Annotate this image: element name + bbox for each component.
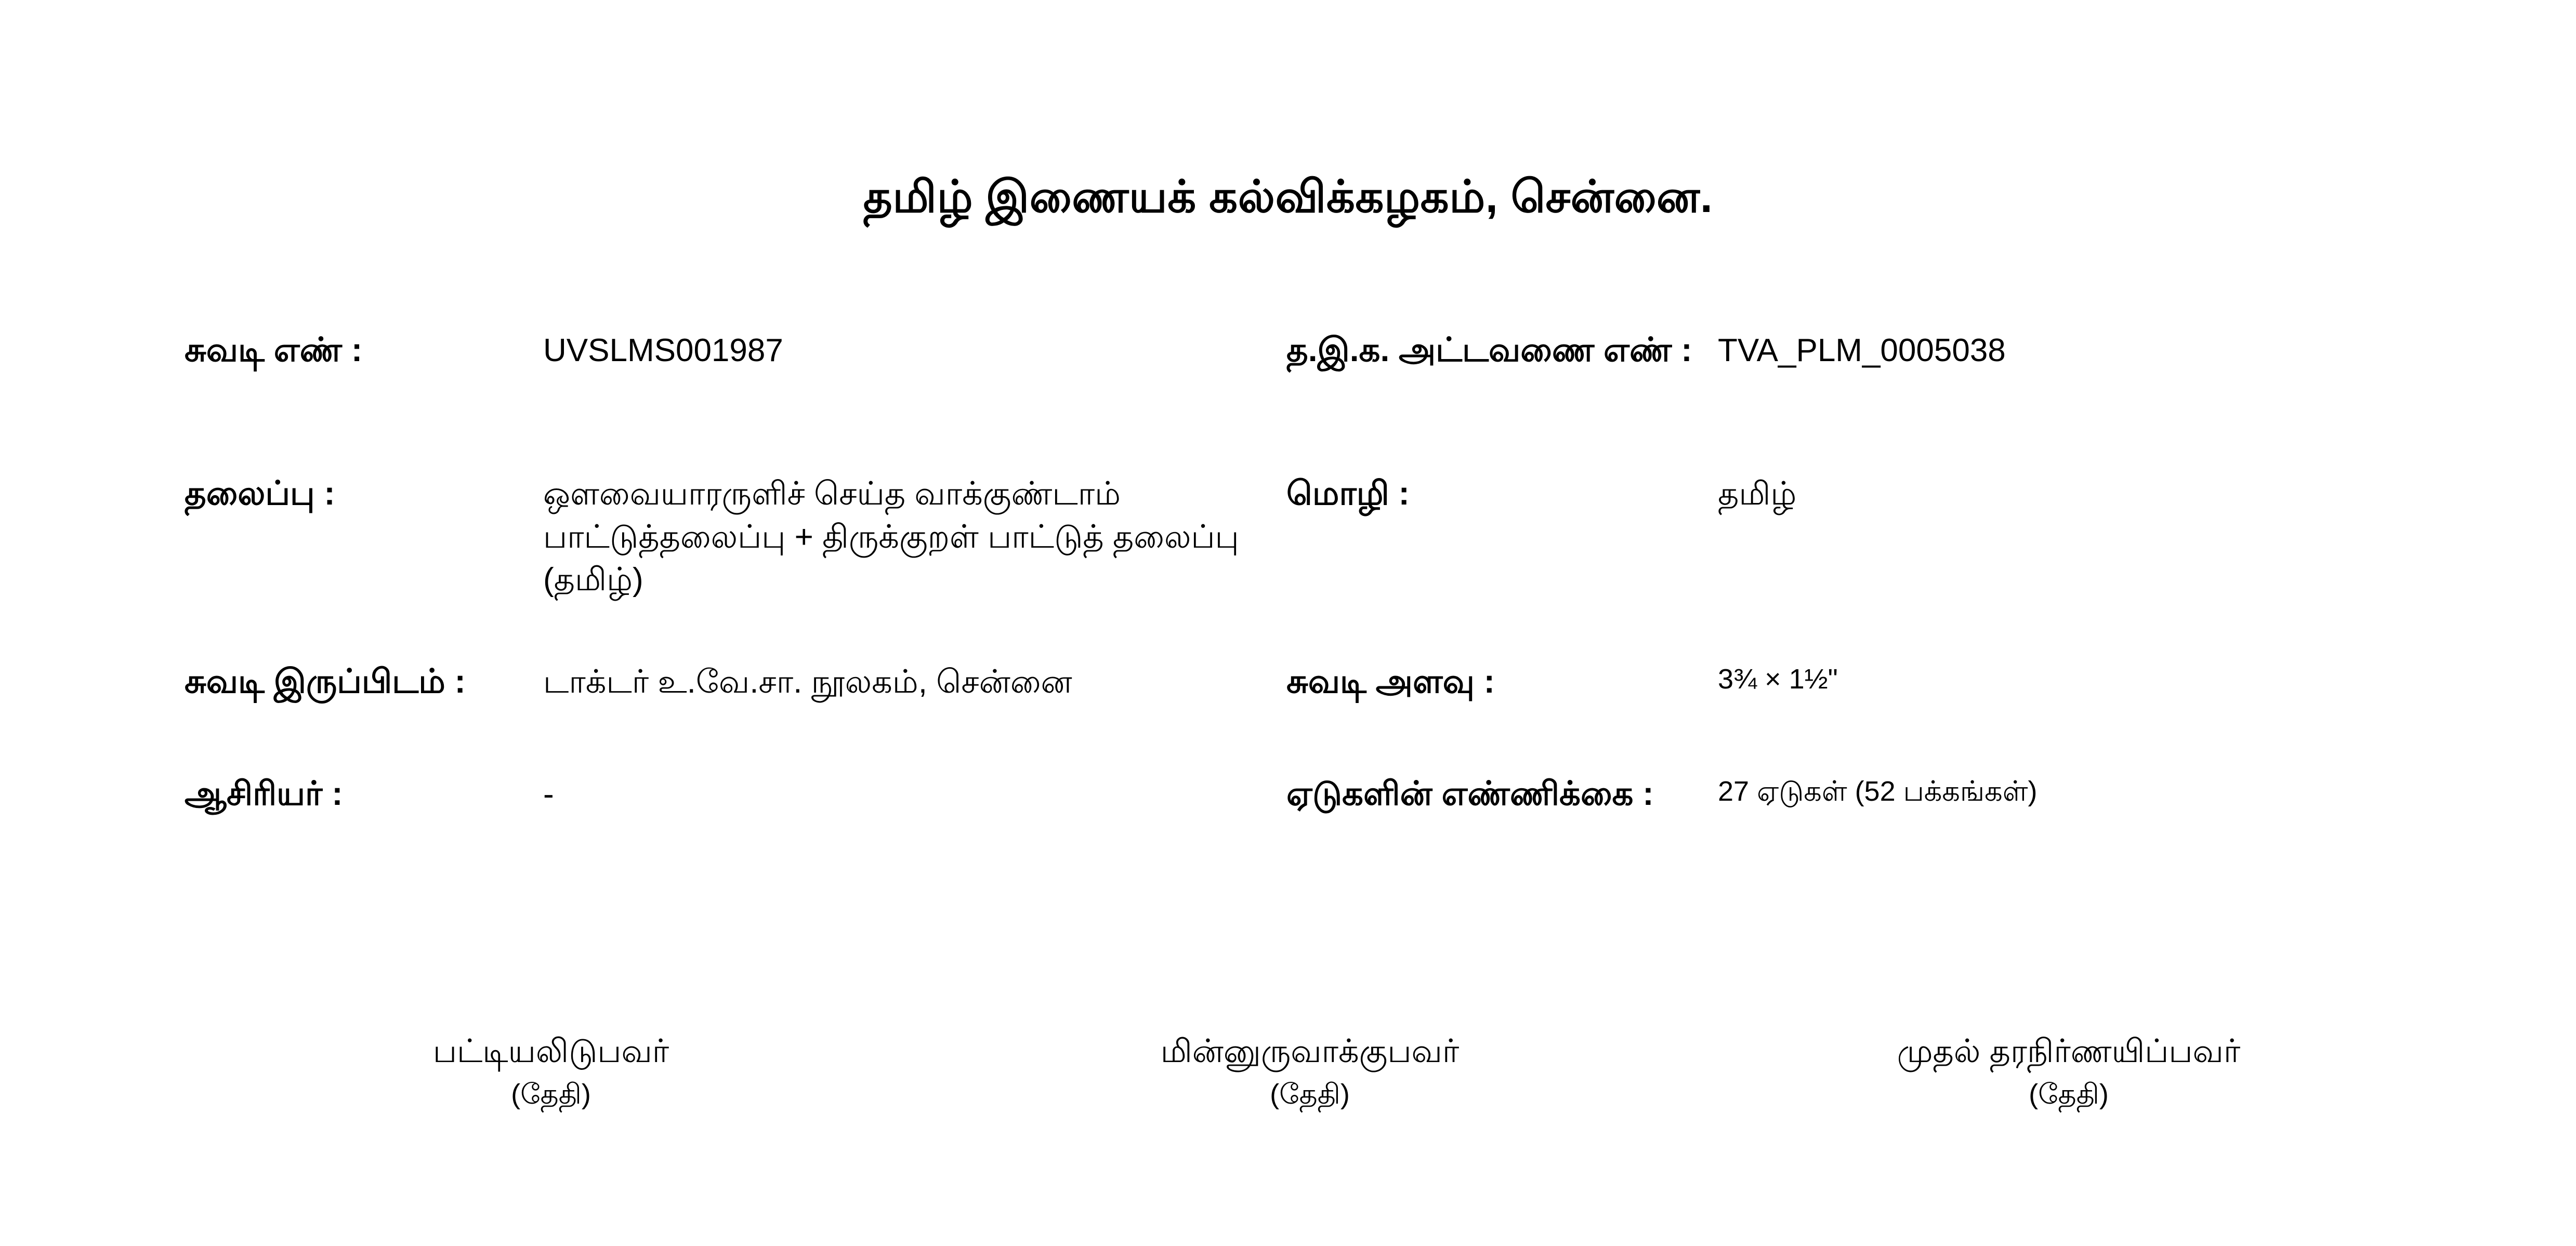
manuscript-size-value: 3¾ × 1½" <box>1718 663 1838 695</box>
manuscript-details <box>185 327 2394 816</box>
leaf-count-label: ஏடுகளின் எண்ணிக்கை : <box>1286 775 1654 813</box>
location-value: டாக்டர் உ.வே.சா. நூலகம், சென்னை <box>543 664 1072 700</box>
language-label: மொழி : <box>1286 474 1410 512</box>
field-row <box>185 659 2394 704</box>
row-spacer <box>185 602 2394 659</box>
title-label: தலைப்பு : <box>185 474 335 512</box>
author-value: - <box>543 776 554 813</box>
field-row <box>185 327 2394 372</box>
signature-date: (தேதி) <box>511 1079 591 1110</box>
signature-role: பட்டியலிடுபவர் <box>432 1033 669 1069</box>
location-label: சுவடி இருப்பிடம் : <box>185 662 466 700</box>
leaf-count-value: 27 ஏடுகள் (52 பக்கங்கள்) <box>1718 776 2038 807</box>
title-value: ஒளவையாரருளிச் செய்த வாக்குண்டாம் பாட்டுத்தலைப்பு + திருக்குறள் பாட்டுத் தலைப்பு (தமிழ்) <box>543 476 1239 598</box>
signature-date: (தேதி) <box>1270 1079 1350 1110</box>
manuscript-size-label: சுவடி அளவு : <box>1286 662 1495 700</box>
language-value: தமிழ் <box>1718 476 1797 512</box>
tva-table-number-value: TVA_PLM_0005038 <box>1718 333 2006 368</box>
signature-role: முதல் தரநிர்ணயிப்பவர் <box>1897 1033 2241 1069</box>
author-label: ஆசிரியர் : <box>185 775 343 813</box>
signature-block <box>224 1029 878 1115</box>
row-spacer <box>185 372 2394 471</box>
signature-block <box>982 1029 1637 1115</box>
signature-role: மின்னுருவாக்குபவர் <box>1160 1033 1460 1069</box>
row-spacer <box>185 704 2394 771</box>
signature-row <box>224 1029 2396 1115</box>
signature-date: (தேதி) <box>2029 1079 2109 1110</box>
manuscript-number-label: சுவடி எண் : <box>185 331 363 368</box>
signature-block <box>1741 1029 2396 1115</box>
field-row <box>185 471 2394 601</box>
field-row <box>185 771 2394 816</box>
tva-table-number-label: த.இ.க. அட்டவணை எண் : <box>1286 331 1692 368</box>
manuscript-number-value: UVSLMS001987 <box>543 333 783 368</box>
page-title: தமிழ் இணையக் கல்விக்கழகம், சென்னை. <box>863 172 1713 222</box>
